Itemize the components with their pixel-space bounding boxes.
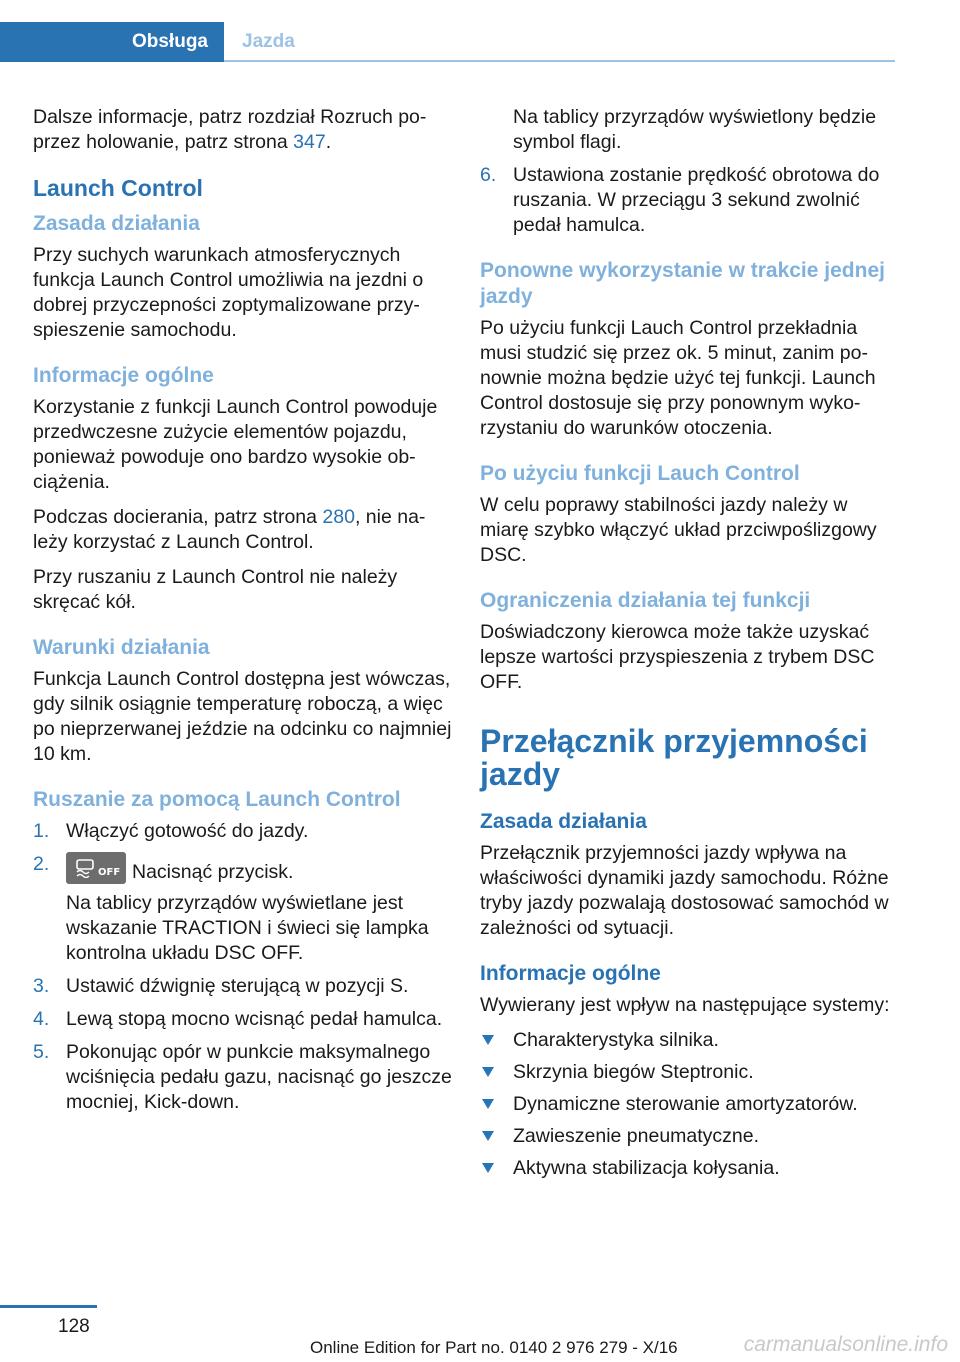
tab-obsluga[interactable]: Obsługa xyxy=(0,22,224,62)
edition-note: Online Edition for Part no. 0140 2 976 279 - X/16 xyxy=(310,1338,678,1357)
paragraph-warunki: Funkcja Launch Control dostępna jest wówczas, gdy silnik osiągnie temperaturę roboczą, a więc po nieprzerwanej jeździe na odcinku co najmniej 10 km. xyxy=(33,668,452,765)
subsection-title-ograniczenia: Ograniczenia działania tej funkcji xyxy=(480,589,811,612)
list-item xyxy=(33,819,453,844)
list-item xyxy=(33,1040,453,1115)
subsection-title-ruszanie: Ruszanie za pomocą Launch Control xyxy=(33,788,401,811)
header-rule xyxy=(224,60,895,62)
paragraph-po-uzyciu: W celu poprawy stabilności jazdy należy w miarę szybko włączyć układ przciwpoślizgowy DSC. xyxy=(480,494,877,566)
intro-after: . xyxy=(325,131,332,153)
paragraph-zasada-2: Przełącznik przyjemności jazdy wpływa na właściwości dynamiki jazdy samochodu. Różne tryby jazdy pozwalają dostosować samochód w zależności od sytuacji. xyxy=(480,842,889,939)
bullet-text: Charakterystyka silnika. xyxy=(513,1029,719,1051)
docierania-text: Podczas docierania, patrz strona xyxy=(33,506,323,528)
step-number: 2. xyxy=(33,853,50,875)
subsection-title-informacje: Informacje ogólne xyxy=(33,364,214,387)
step-text: Ustawić dźwignię sterującą w pozycji S. xyxy=(66,975,409,997)
step-number: 3. xyxy=(33,975,50,997)
subsection-title-warunki: Warunki działania xyxy=(33,636,210,659)
step-number: 1. xyxy=(33,820,50,842)
footer-rule xyxy=(0,1305,97,1308)
step-number: 5. xyxy=(33,1041,50,1063)
subsection-title-zasada: Zasada działania xyxy=(33,212,200,235)
step-text: Ustawiona zostanie prędkość obrotowa do ruszania. W przeciągu 3 sekund zwolnić pedał hamulca. xyxy=(513,164,880,236)
paragraph-informacje: Korzystanie z funkcji Launch Control powoduje przedwczesne zużycie elementów pojazdu, ponieważ powoduje ono bardzo wysokie obciążenia. xyxy=(33,396,438,493)
bullet-text: Skrzynia biegów Steptronic. xyxy=(513,1061,754,1083)
watermark: carmanualsonline.info xyxy=(743,1333,948,1356)
step-text: Pokonując opór w punkcie maksymalnego wciśnięcia pedału gazu, nacisnąć go jeszcze mocniej, Kick-down. xyxy=(66,1041,452,1113)
left-column xyxy=(33,105,453,1125)
page-number: 128 xyxy=(58,1316,90,1337)
page-link-280[interactable]: 280 xyxy=(322,506,355,528)
step-text: Nacisnąć przycisk. xyxy=(132,861,294,883)
intro-text: Dalsze informacje, patrz rozdział Rozruch poprzez holowanie, patrz strona xyxy=(33,106,427,153)
list-item xyxy=(480,1124,898,1149)
list-item xyxy=(33,852,453,966)
list-item xyxy=(480,1156,898,1181)
step-number: 4. xyxy=(33,1008,50,1030)
list-item xyxy=(33,1007,453,1032)
paragraph-zasada: Przy suchych warunkach atmosferycznych funkcja Launch Control umożliwia na jezdni o dobrej przyczepności zoptymalizowane przyspieszenie samochodu. xyxy=(33,244,424,341)
subsection-title-zasada-2: Zasada działania xyxy=(480,810,647,833)
step-text: Lewą stopą mocno wcisnąć pedał hamulca. xyxy=(66,1008,443,1030)
skid-car-icon xyxy=(74,858,96,878)
paragraph-ograniczenia: Doświadczony kierowca może także uzyskać lepsze wartości przyspieszenia z trybem DSC OFF. xyxy=(480,621,875,693)
list-item xyxy=(480,1028,898,1053)
bullet-triangle-icon xyxy=(482,1163,494,1173)
right-column xyxy=(480,105,898,1188)
list-item xyxy=(480,1060,898,1085)
page-link-347[interactable]: 347 xyxy=(293,131,326,153)
list-item xyxy=(480,163,898,238)
list-item xyxy=(480,105,898,155)
paragraph-informacje-2: Wywierany jest wpływ na następujące systemy: xyxy=(480,994,890,1016)
bullet-triangle-icon xyxy=(482,1131,494,1141)
subsection-title-ponowne: Ponowne wykorzystanie w trakcie jednej jazdy xyxy=(480,259,885,308)
docierania-after: , nie należy korzystać z Launch Control. xyxy=(33,506,426,553)
bullet-triangle-icon xyxy=(482,1099,494,1109)
steps-list-continued xyxy=(480,105,898,238)
steps-list xyxy=(33,819,453,1115)
step-text: Włączyć gotowość do jazdy. xyxy=(66,820,309,842)
intro-paragraph xyxy=(33,105,453,155)
tab-jazda[interactable]: Jazda xyxy=(242,31,295,52)
subsection-title-po-uzyciu: Po użyciu funkcji Lauch Control xyxy=(480,462,800,485)
bullet-text: Dynamiczne sterowanie amortyzatorów. xyxy=(513,1093,858,1115)
chapter-tabs xyxy=(0,22,895,62)
list-item xyxy=(33,974,453,999)
paragraph-docierania xyxy=(33,505,453,555)
section-title-launch-control: Launch Control xyxy=(33,175,203,201)
step-note: Na tablicy przyrządów wyświetlane jest wskazanie TRACTION i świeci się lampka kontrolna układu DSC OFF. xyxy=(66,892,429,964)
step-continued-text: Na tablicy przyrządów wyświetlony będzie symbol flagi. xyxy=(513,106,877,153)
paragraph-ponowne: Po użyciu funkcji Lauch Control przekładnia musi studzić się przez ok. 5 minut, zanim ponownie można będzie użyć tej funkcji. Launch Control dostosuje się przy ponownym wykorzystaniu do warunków otoczenia. xyxy=(480,317,876,439)
systems-list xyxy=(480,1028,898,1181)
list-item xyxy=(480,1092,898,1117)
step-number: 6. xyxy=(480,164,497,186)
bullet-text: Aktywna stabilizacja kołysania. xyxy=(513,1157,780,1179)
button-off-label: OFF xyxy=(98,867,121,878)
subsection-title-informacje-2: Informacje ogólne xyxy=(480,962,661,985)
bullet-triangle-icon xyxy=(482,1035,494,1045)
dsc-off-button-icon xyxy=(66,852,126,884)
paragraph-ruszaniu: Przy ruszaniu z Launch Control nie należy skręcać kół. xyxy=(33,566,398,613)
bullet-text: Zawieszenie pneumatyczne. xyxy=(513,1125,760,1147)
bullet-triangle-icon xyxy=(482,1067,494,1077)
chapter-title-przelacznik: Przełącznik przyjemności jazdy xyxy=(480,723,868,792)
